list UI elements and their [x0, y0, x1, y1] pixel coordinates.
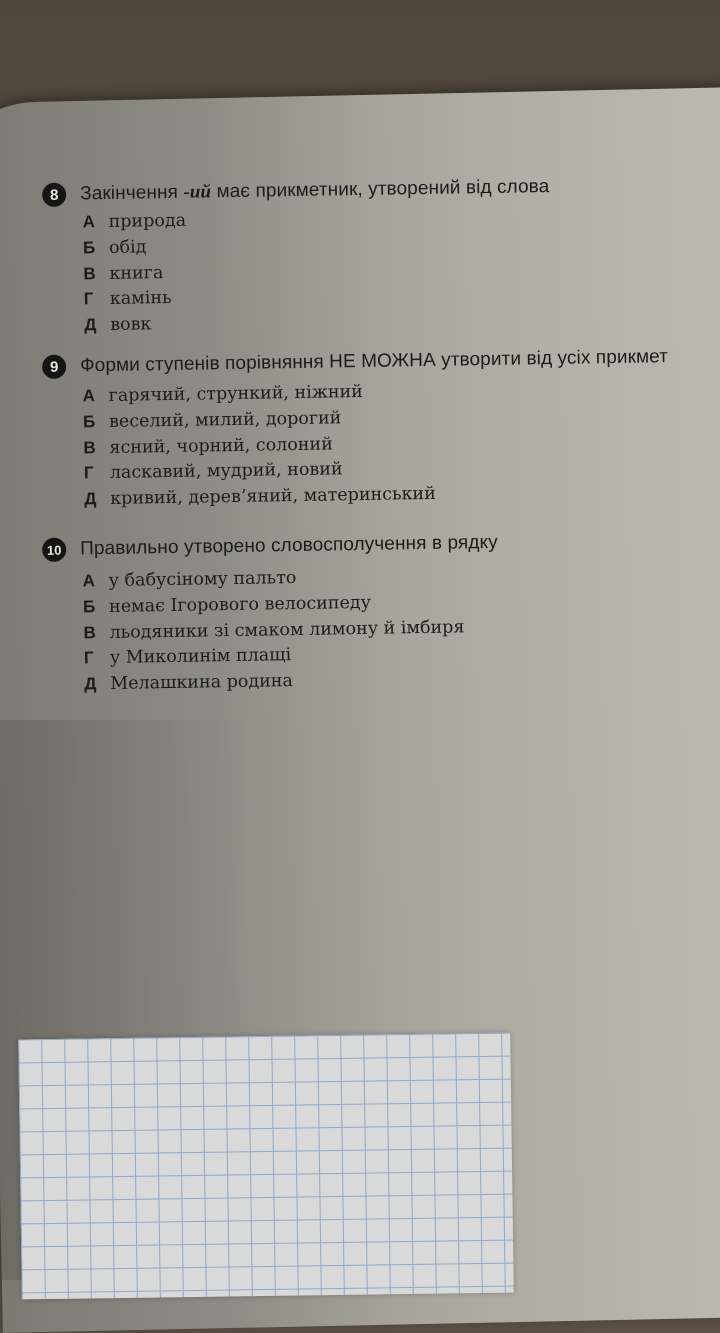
- question-text-ending: -ий: [183, 181, 212, 203]
- option-text: камінь: [109, 288, 172, 310]
- option-text: книга: [109, 262, 164, 284]
- option-letter: В: [83, 437, 96, 457]
- answer-options: [82, 205, 551, 341]
- option-text: льодяники зі смаком лимону й імбиря: [109, 616, 465, 643]
- answer-option: [84, 668, 500, 700]
- question-number: 9: [42, 355, 66, 379]
- option-text: Мелашкина родина: [110, 671, 294, 695]
- option-text: у Миколинім плащі: [109, 645, 292, 669]
- option-letter: А: [82, 212, 96, 232]
- option-letter: Г: [83, 289, 94, 309]
- option-text: ясний, чорний, солоний: [109, 434, 333, 458]
- option-letter: А: [82, 571, 96, 591]
- option-text: веселий, милий, дорогий: [108, 408, 342, 432]
- question-10-prompt: [42, 531, 498, 562]
- option-letter: А: [82, 386, 96, 406]
- question-9-prompt: [42, 345, 668, 379]
- option-text: гарячий, стрункий, ніжний: [108, 381, 364, 406]
- question-text-start: Закінчення: [80, 181, 184, 205]
- graph-paper-note: [18, 1033, 514, 1300]
- option-text: немає Ігорового велосипеду: [108, 592, 372, 617]
- question-8: [42, 175, 552, 342]
- question-10: [42, 531, 500, 701]
- option-letter: Б: [82, 411, 96, 432]
- option-text: у бабусіному пальто: [108, 568, 297, 591]
- answer-options: [82, 377, 670, 515]
- question-8-prompt: [42, 175, 550, 207]
- question-text: [80, 176, 549, 205]
- question-9: [42, 345, 670, 516]
- option-letter: Б: [82, 596, 96, 617]
- question-number: 10: [42, 538, 66, 562]
- option-text: вовк: [110, 314, 152, 336]
- option-letter: Д: [84, 489, 97, 509]
- option-letter: В: [83, 622, 96, 642]
- option-letter: Г: [83, 463, 94, 483]
- option-letter: Д: [84, 674, 97, 694]
- question-text-end: має прикметник, утворений від слова: [210, 176, 550, 203]
- option-text: ласкавий, мудрий, новий: [109, 459, 343, 484]
- option-text: кривий, дерев’яний, материнський: [110, 484, 436, 510]
- question-text: Правильно утворено словосполучення в рядку: [80, 531, 498, 560]
- option-letter: Д: [84, 315, 97, 335]
- option-text: обід: [108, 237, 147, 258]
- option-letter: В: [83, 263, 96, 283]
- question-text: Форми ступенів порівняння НЕ МОЖНА утворити від усіх прикмет: [80, 346, 669, 377]
- answer-options: [83, 565, 501, 700]
- option-letter: Б: [82, 237, 96, 258]
- option-text: природа: [108, 210, 187, 232]
- option-letter: Г: [83, 648, 94, 668]
- question-number: 8: [42, 183, 66, 207]
